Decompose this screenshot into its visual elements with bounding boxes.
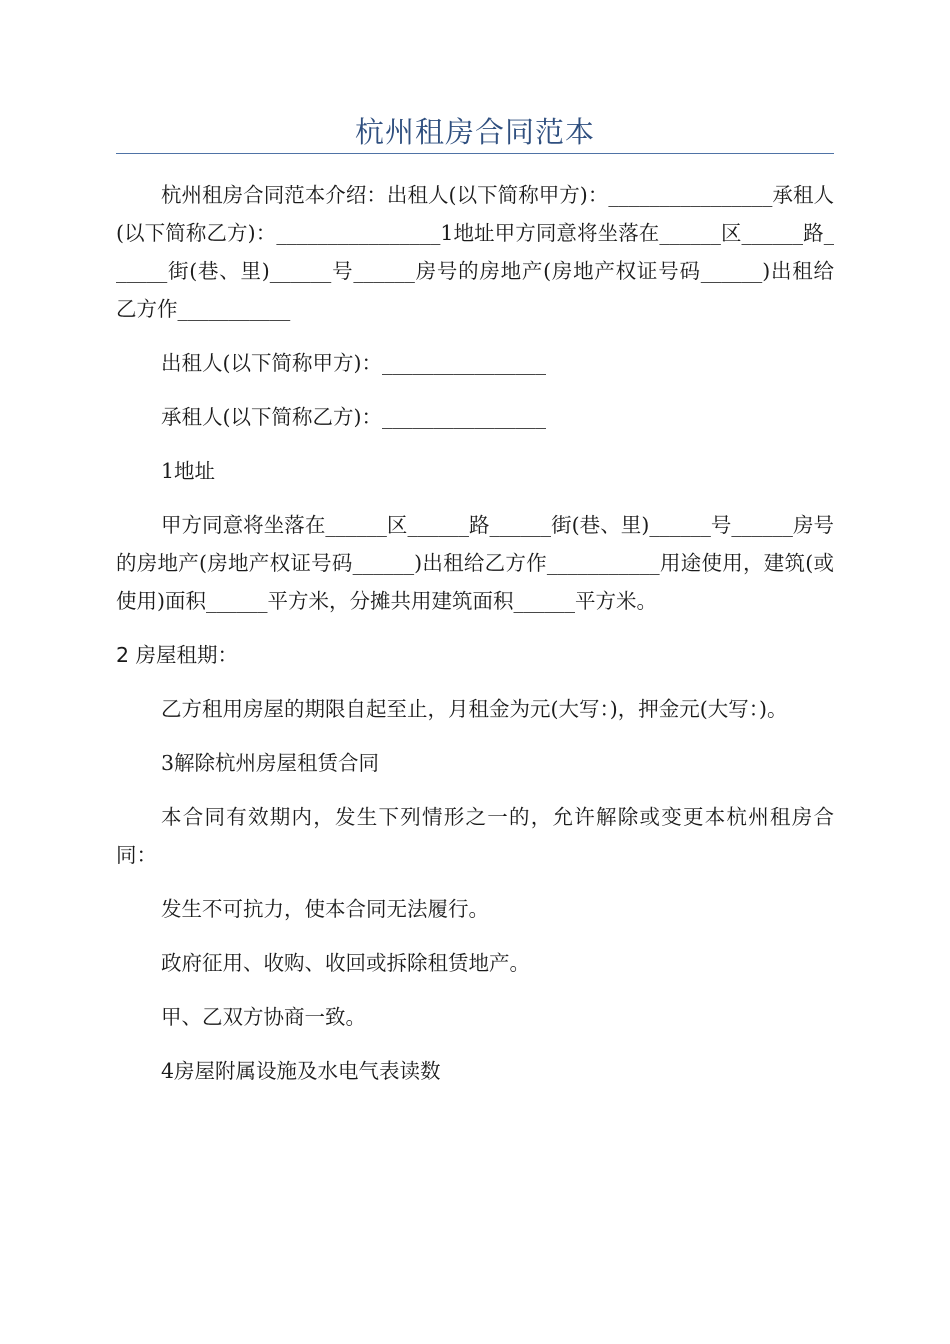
list-item-force-majeure: 发生不可抗力，使本合同无法履行。 <box>161 897 489 921</box>
paragraph-intro: 杭州租房合同范本介绍：出租人(以下简称甲方)：________________承租人(以下简称乙方)：________________1地址甲方同意将坐落在______区______路______街(巷、里)______号______房号的房地产(房地产权证号码______)出租给乙方作___________ <box>116 183 834 321</box>
paragraph-spacer <box>116 620 834 636</box>
document-title: 杭州租房合同范本 <box>354 115 595 149</box>
paragraph-spacer <box>116 782 834 798</box>
paragraph-spacer <box>116 982 834 998</box>
paragraph-spacer <box>116 382 834 398</box>
section-heading-facilities: 4房屋附属设施及水电气表读数 <box>161 1059 441 1083</box>
paragraph-spacer <box>116 328 834 344</box>
document-body <box>116 176 834 1090</box>
list-item-government: 政府征用、收购、收回或拆除租赁地产。 <box>161 951 530 975</box>
section-heading-address: 1地址 <box>161 459 216 483</box>
title-underline <box>116 153 834 154</box>
paragraph-spacer <box>116 1036 834 1052</box>
paragraph-spacer <box>116 674 834 690</box>
paragraph-spacer <box>116 728 834 744</box>
paragraph-lessee: 承租人(以下简称乙方)：________________ <box>161 405 546 429</box>
paragraph-spacer <box>116 436 834 452</box>
paragraph-spacer <box>116 490 834 506</box>
paragraph-termination: 本合同有效期内，发生下列情形之一的，允许解除或变更本杭州租房合同： <box>116 805 834 867</box>
paragraph-spacer <box>116 874 834 890</box>
list-item-agreement: 甲、乙双方协商一致。 <box>161 1005 366 1029</box>
section-heading-term: 2 房屋租期： <box>116 643 239 667</box>
paragraph-spacer <box>116 928 834 944</box>
paragraph-address: 甲方同意将坐落在______区______路______街(巷、里)______号______房号的房地产(房地产权证号码______)出租给乙方作___________用途使用，建筑(或使用)面积______平方米，分摊共用建筑面积______平方米。 <box>116 513 834 613</box>
paragraph-term: 乙方租用房屋的期限自起至止，月租金为元(大写：)，押金元(大写：)。 <box>161 697 788 721</box>
section-heading-termination: 3解除杭州房屋租赁合同 <box>161 751 380 775</box>
paragraph-lessor: 出租人(以下简称甲方)：________________ <box>161 351 546 375</box>
